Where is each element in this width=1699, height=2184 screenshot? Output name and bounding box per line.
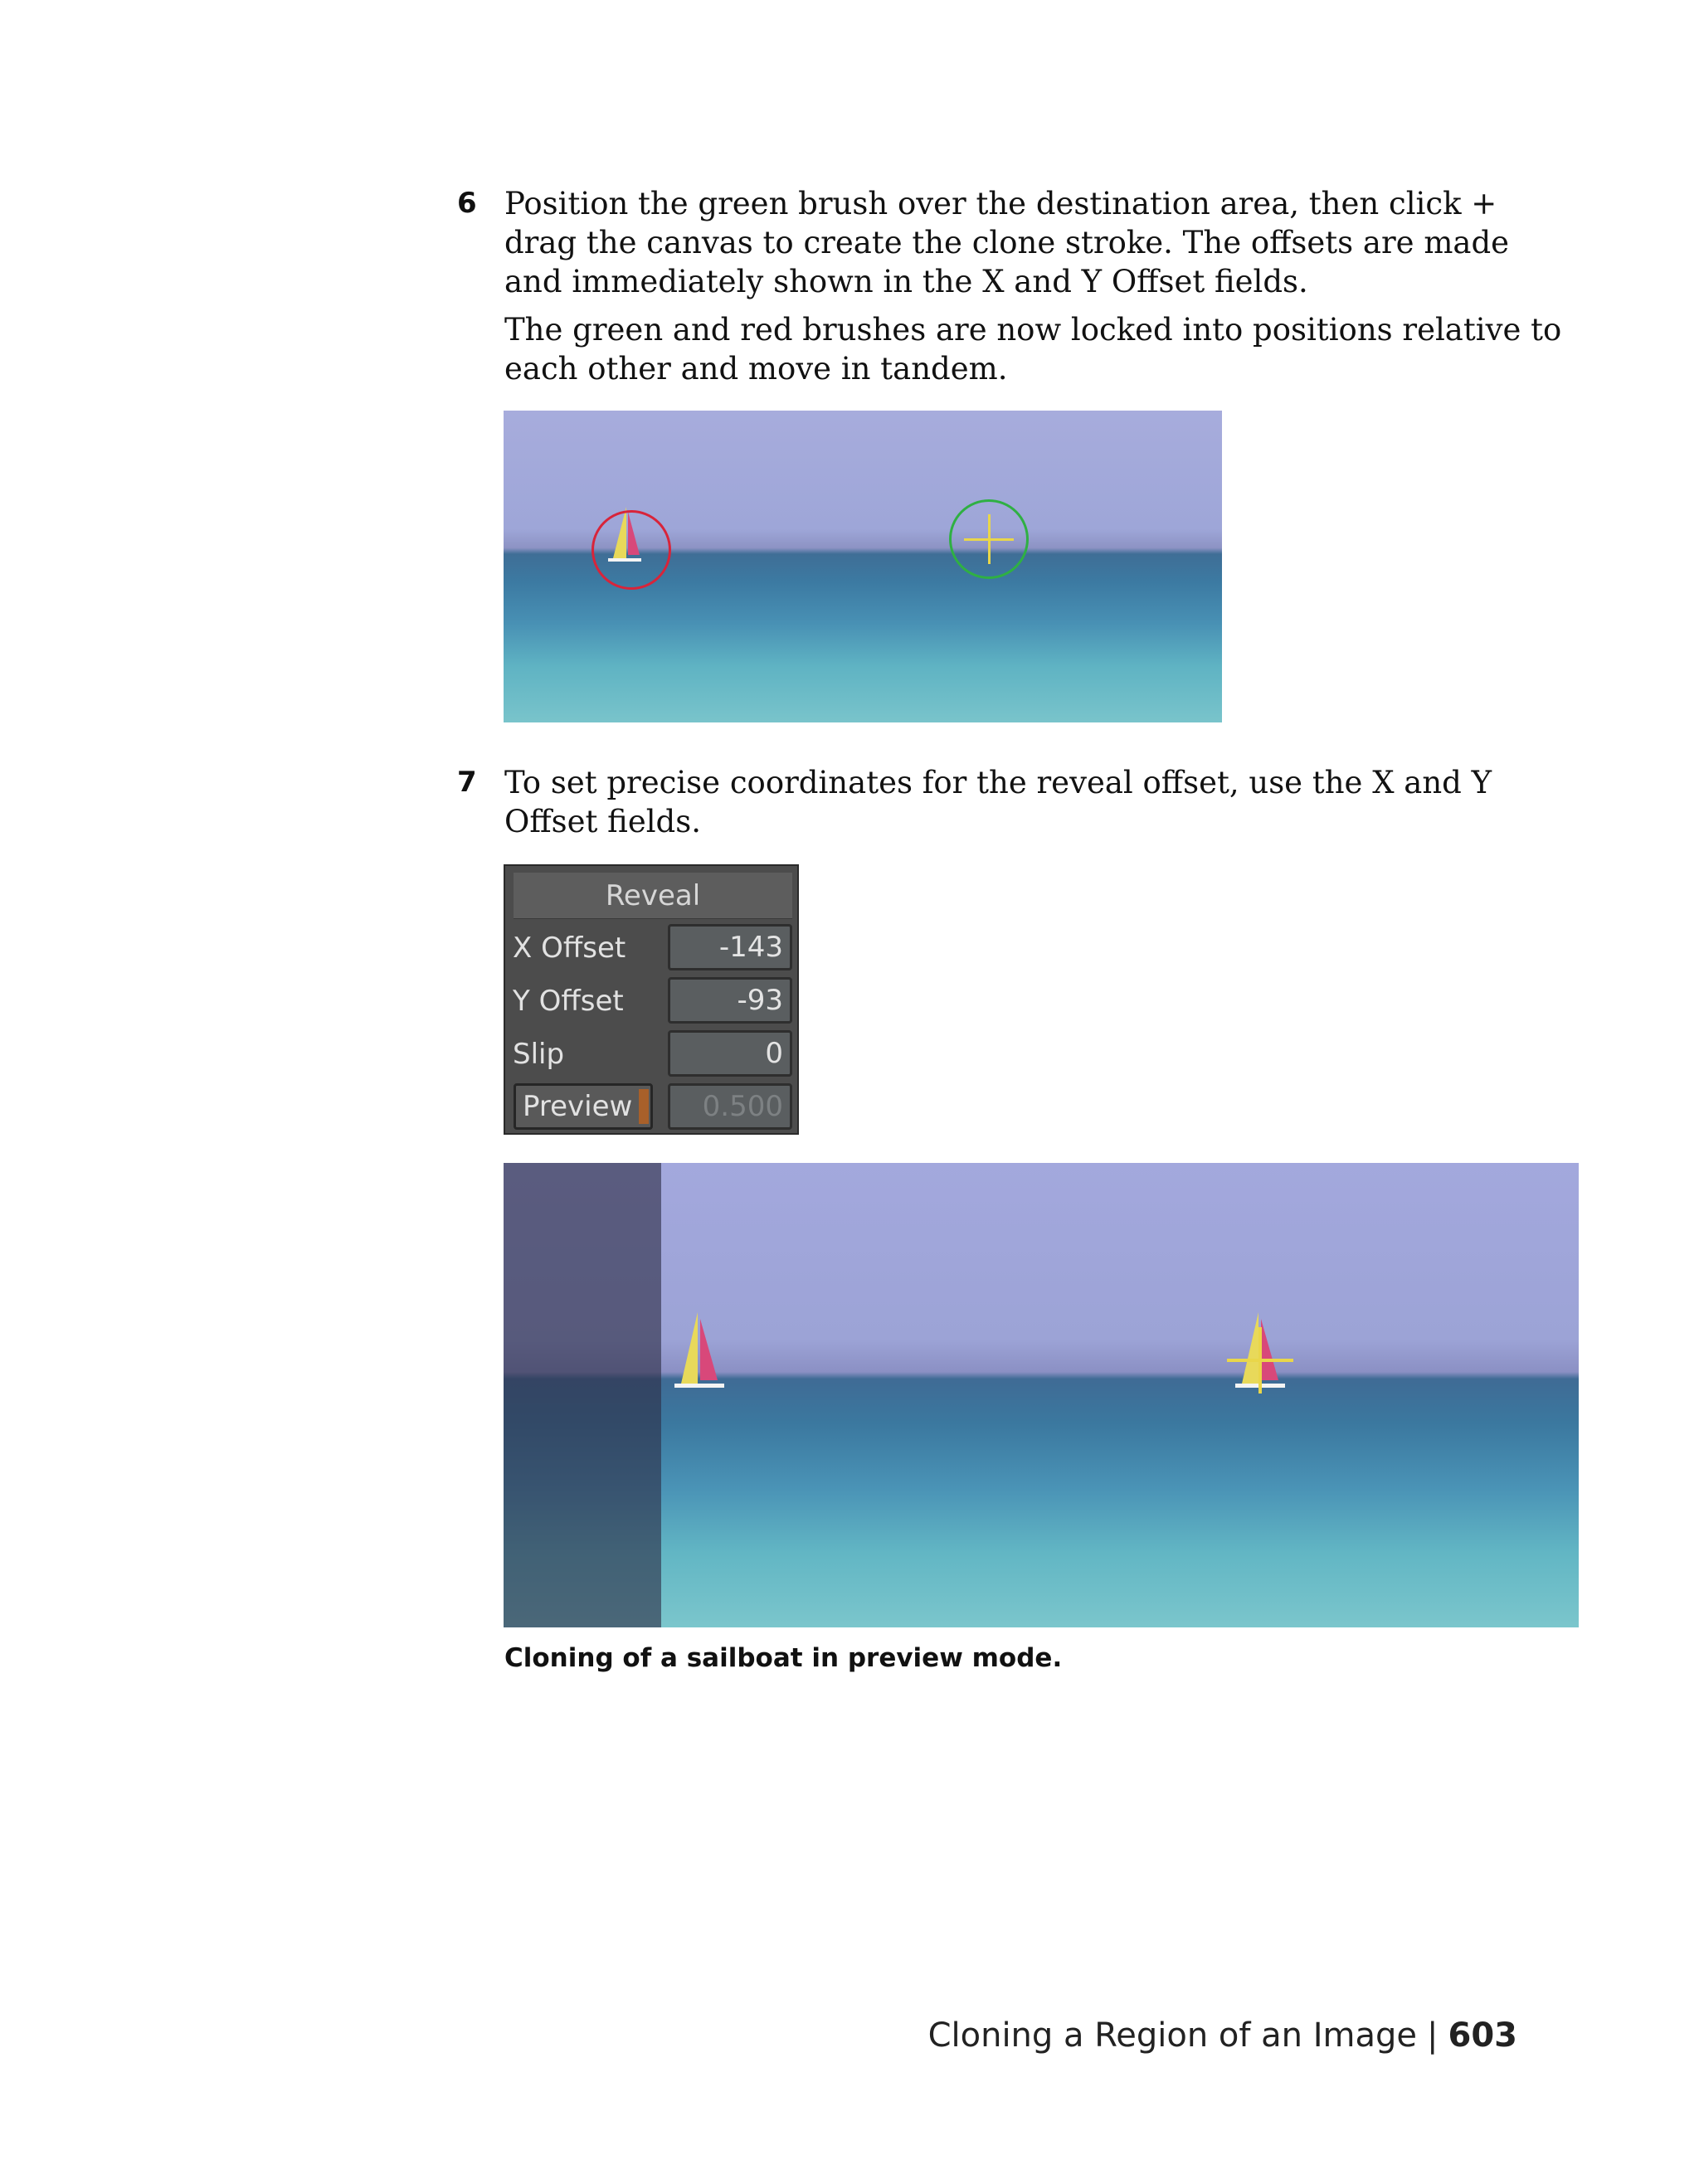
- preview-indicator-icon: [639, 1089, 649, 1124]
- x-offset-field[interactable]: -143: [668, 924, 792, 970]
- preview-value-field[interactable]: 0.500: [668, 1083, 792, 1130]
- page-number: 603: [1448, 2016, 1517, 2055]
- reveal-panel-title: Reveal: [514, 873, 792, 919]
- figure-caption: Cloning of a sailboat in preview mode.: [504, 1643, 1063, 1673]
- slip-label: Slip: [513, 1038, 565, 1071]
- crosshair-icon: [964, 514, 1014, 564]
- step-number: 7: [457, 766, 477, 799]
- preview-figure: [504, 1163, 1579, 1627]
- reveal-panel: [504, 864, 799, 1135]
- step-note: The green and red brushes are now locked into positions relative to each other and move in tandem.: [504, 312, 1562, 387]
- step-text: Position the green brush over the destination area, then click + drag the canvas to create the clone stroke. The offsets are made and immediately shown in the X and Y Offset fields.: [504, 186, 1510, 299]
- y-offset-label: Y Offset: [513, 985, 624, 1018]
- crosshair-icon: [1227, 1327, 1293, 1394]
- preview-button-label: Preview: [523, 1090, 633, 1123]
- brush-figure: [504, 411, 1222, 722]
- page-footer: [928, 2016, 1517, 2055]
- y-offset-field[interactable]: -93: [668, 977, 792, 1024]
- slip-field[interactable]: 0: [668, 1030, 792, 1077]
- footer-separator: |: [1427, 2016, 1439, 2055]
- red-brush-icon: [591, 510, 671, 590]
- x-offset-label: X Offset: [513, 931, 626, 965]
- preview-overlay-strip: [504, 1163, 661, 1627]
- section-title: Cloning a Region of an Image: [927, 2016, 1418, 2055]
- step-text: To set precise coordinates for the reveal offset, use the X and Y Offset fields.: [504, 765, 1492, 839]
- sailboat-image: [666, 1311, 733, 1394]
- preview-button[interactable]: [514, 1083, 653, 1130]
- step-number: 6: [457, 187, 477, 220]
